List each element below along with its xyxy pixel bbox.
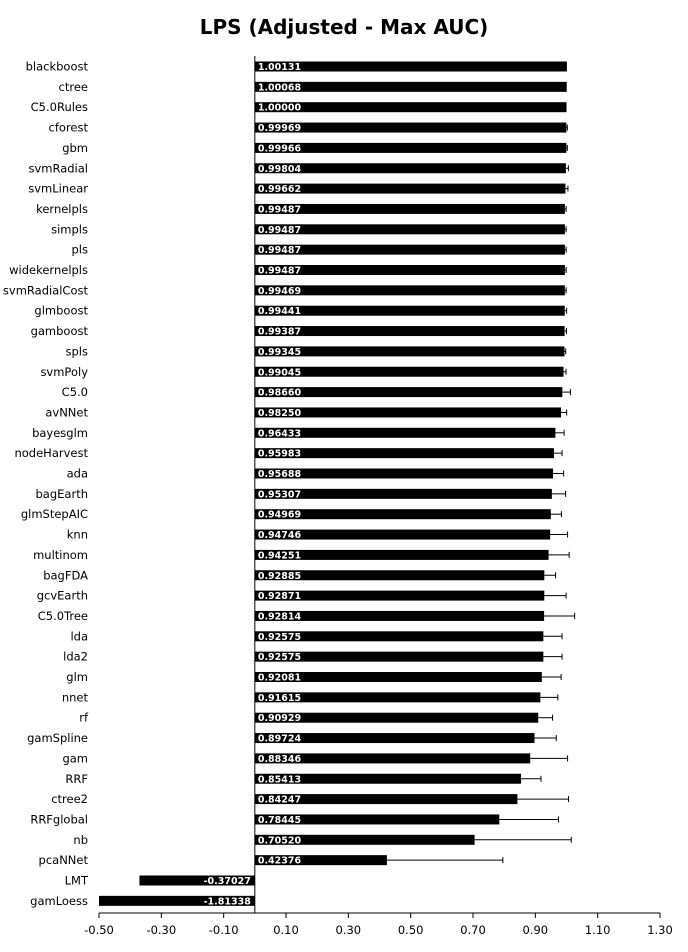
chart-title: LPS (Adjusted - Max AUC)	[199, 15, 489, 39]
category-labels	[3, 60, 89, 908]
bar-simpls	[255, 224, 565, 234]
bar-svmRadialCost	[255, 285, 565, 295]
bar-gbm	[255, 143, 567, 153]
value-label-ctree: 1.00068	[257, 82, 302, 94]
value-label-svmRadialCost: 0.99469	[257, 285, 302, 297]
category-label-multinom: multinom	[33, 547, 88, 562]
value-label-svmPoly: 0.99045	[257, 367, 302, 379]
value-label-svmLinear: 0.99662	[257, 184, 302, 196]
value-label-nnet: 0.91615	[257, 692, 302, 704]
value-label-gam: 0.88346	[257, 753, 302, 765]
x-tick-label-7: 0.90	[522, 923, 549, 937]
value-label-C5.0Tree: 0.92814	[257, 611, 302, 623]
value-label-pcaNNet: 0.42376	[257, 855, 302, 867]
category-label-RRFglobal: RRFglobal	[30, 812, 88, 827]
category-label-ctree2: ctree2	[51, 792, 88, 807]
value-label-avNNet: 0.98250	[257, 407, 302, 419]
category-label-cforest: cforest	[48, 120, 88, 135]
category-label-pcaNNet: pcaNNet	[38, 853, 88, 868]
value-label-spls: 0.99345	[257, 346, 302, 358]
value-label-ctree2: 0.84247	[257, 794, 302, 806]
category-label-glmStepAIC: glmStepAIC	[20, 507, 88, 522]
bars-layer	[99, 62, 575, 908]
value-label-knn: 0.94746	[257, 530, 302, 542]
x-tick-label-0: -0.50	[84, 923, 114, 937]
value-label-nb: 0.70520	[257, 835, 302, 847]
bar-C5.0Rules	[255, 102, 567, 112]
value-label-bagEarth: 0.95307	[257, 489, 302, 501]
category-label-simpls: simpls	[51, 222, 88, 237]
category-label-avNNet: avNNet	[45, 405, 88, 420]
value-label-C5.0: 0.98660	[257, 387, 302, 399]
bar-svmPoly	[255, 367, 564, 377]
value-label-pls: 0.99487	[257, 245, 302, 257]
category-label-spls: spls	[65, 344, 88, 359]
category-label-LMT: LMT	[64, 873, 88, 888]
bar-kernelpls	[255, 204, 565, 214]
category-label-C5.0: C5.0	[61, 385, 88, 400]
category-label-svmRadialCost: svmRadialCost	[2, 283, 88, 298]
category-label-gamLoess: gamLoess	[30, 893, 88, 908]
x-tick-label-5: 0.50	[397, 923, 424, 937]
x-tick-label-4: 0.30	[335, 923, 362, 937]
x-tick-label-3: 0.10	[273, 923, 299, 937]
category-label-pls: pls	[71, 242, 88, 257]
value-label-gamboost: 0.99387	[257, 326, 302, 338]
value-label-glmboost: 0.99441	[257, 306, 302, 318]
category-label-gbm: gbm	[62, 140, 88, 155]
category-label-nb: nb	[73, 832, 88, 847]
value-label-svmRadial: 0.99804	[257, 163, 302, 175]
value-label-simpls: 0.99487	[257, 224, 302, 236]
category-label-svmPoly: svmPoly	[40, 364, 88, 379]
x-tick-label-6: 0.70	[460, 923, 486, 937]
category-label-glm: glm	[66, 670, 88, 684]
category-label-blackboost: blackboost	[25, 59, 88, 74]
category-label-RRF: RRF	[65, 771, 88, 786]
value-label-glm: 0.92081	[257, 672, 302, 684]
value-label-rf: 0.90929	[257, 713, 302, 725]
value-label-bayesglm: 0.96433	[257, 428, 302, 440]
category-label-gamSpline: gamSpline	[27, 731, 88, 746]
category-label-svmLinear: svmLinear	[28, 181, 88, 196]
x-tick-label-1: -0.30	[146, 923, 177, 937]
category-label-widekernelpls: widekernelpls	[9, 263, 88, 277]
value-label-C5.0Rules: 1.00000	[257, 102, 302, 114]
value-label-nodeHarvest: 0.95983	[257, 448, 302, 460]
value-label-gcvEarth: 0.92871	[257, 591, 302, 603]
bar-blackboost	[255, 62, 567, 72]
category-label-svmRadial: svmRadial	[28, 161, 88, 176]
category-label-rf: rf	[79, 710, 88, 725]
category-label-lda: lda	[70, 629, 88, 644]
category-label-gcvEarth: gcvEarth	[36, 588, 88, 603]
value-label-kernelpls: 0.99487	[257, 204, 302, 216]
bar-cforest	[255, 123, 567, 133]
bar-svmLinear	[255, 184, 566, 194]
category-label-nodeHarvest: nodeHarvest	[14, 446, 88, 461]
category-label-kernelpls: kernelpls	[36, 201, 88, 216]
value-label-cforest: 0.99969	[257, 123, 302, 135]
value-label-RRFglobal: 0.78445	[257, 814, 302, 826]
value-label-RRF: 0.85413	[257, 774, 302, 786]
category-label-ctree: ctree	[58, 79, 88, 94]
x-tick-label-2: -0.10	[208, 923, 239, 937]
category-label-C5.0Tree: C5.0Tree	[37, 608, 88, 623]
bar-gamboost	[255, 326, 565, 336]
x-tick-label-8: 1.10	[584, 923, 611, 937]
category-label-bagEarth: bagEarth	[35, 486, 88, 501]
category-label-lda2: lda2	[63, 649, 88, 664]
category-label-gam: gam	[62, 751, 88, 766]
bar-svmRadial	[255, 163, 566, 173]
x-tick-label-9: 1.30	[647, 923, 673, 937]
value-label-glmStepAIC: 0.94969	[257, 509, 302, 521]
value-label-gbm: 0.99966	[257, 143, 302, 155]
value-label-LMT: -0.37027	[203, 876, 251, 887]
value-label-bagFDA: 0.92885	[257, 570, 302, 582]
category-label-glmboost: glmboost	[34, 303, 88, 318]
value-label-multinom: 0.94251	[257, 550, 302, 562]
value-label-blackboost: 1.00131	[257, 62, 302, 73]
bar-ctree	[255, 82, 567, 92]
value-label-widekernelpls: 0.99487	[257, 265, 302, 277]
bar-widekernelpls	[255, 265, 565, 275]
category-label-knn: knn	[66, 527, 88, 542]
value-label-ada: 0.95688	[257, 469, 302, 480]
bar-glmboost	[255, 306, 565, 316]
category-label-bayesglm: bayesglm	[32, 425, 88, 440]
value-label-lda2: 0.92575	[257, 652, 302, 664]
category-label-nnet: nnet	[61, 690, 88, 705]
category-label-C5.0Rules: C5.0Rules	[30, 100, 88, 115]
value-label-gamLoess: -1.81338	[203, 896, 251, 908]
category-label-bagFDA: bagFDA	[43, 568, 88, 583]
category-label-ada: ada	[66, 466, 88, 481]
value-label-gamSpline: 0.89724	[257, 733, 302, 745]
value-label-lda: 0.92575	[257, 631, 302, 643]
bar-pls	[255, 245, 565, 255]
bar-spls	[255, 346, 565, 356]
category-label-gamboost: gamboost	[30, 324, 88, 339]
